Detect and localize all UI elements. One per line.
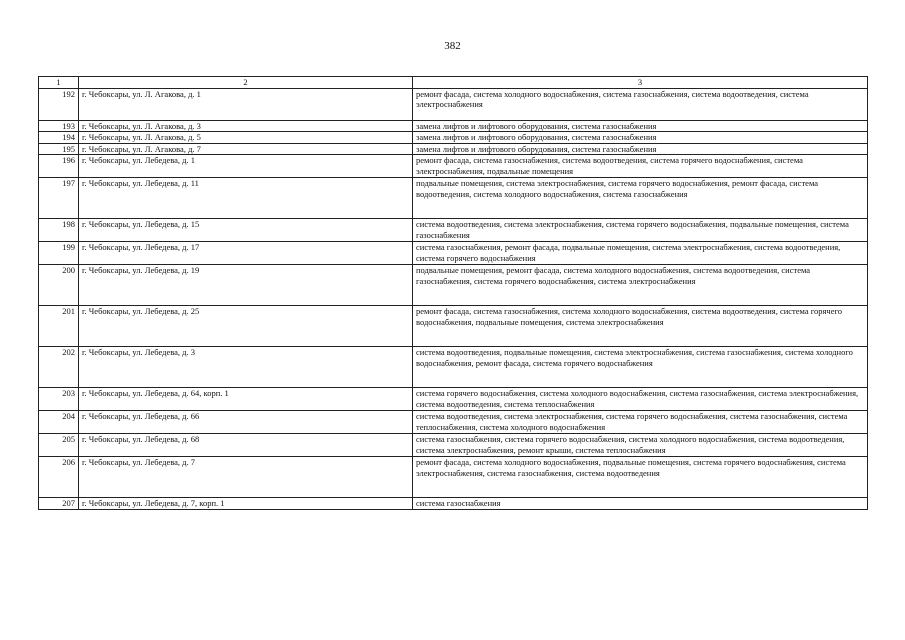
table-row <box>39 434 868 457</box>
row-address: г. Чебоксары, ул. Л. Агакова, д. 5 <box>79 132 413 144</box>
header-col-2: 2 <box>79 77 413 89</box>
row-number: 195 <box>39 143 79 155</box>
row-number: 201 <box>39 306 79 347</box>
row-work-list: система горячего водоснабжения, система холодного водоснабжения, система газоснабжения, система электроснабжения, система водоотведения, система теплоснабжения <box>413 388 868 411</box>
row-work-list: замена лифтов и лифтового оборудования, система газоснабжения <box>413 132 868 144</box>
row-address: г. Чебоксары, ул. Лебедева, д. 3 <box>79 347 413 388</box>
table-row <box>39 88 868 120</box>
row-work-list: система водоотведения, система электроснабжения, система горячего водоснабжения, система газоснабжения, система теплоснабжения, система холодного водоснабжения <box>413 411 868 434</box>
row-address: г. Чебоксары, ул. Лебедева, д. 15 <box>79 219 413 242</box>
row-number: 199 <box>39 242 79 265</box>
table-row <box>39 242 868 265</box>
header-col-1: 1 <box>39 77 79 89</box>
row-address: г. Чебоксары, ул. Лебедева, д. 68 <box>79 434 413 457</box>
row-number: 196 <box>39 155 79 178</box>
row-number: 203 <box>39 388 79 411</box>
row-number: 192 <box>39 88 79 120</box>
row-work-list: замена лифтов и лифтового оборудования, система газоснабжения <box>413 120 868 132</box>
row-work-list: ремонт фасада, система газоснабжения, система холодного водоснабжения, система водоотведения, система горячего водоснабжения, подвальные помещения, система электроснабжения <box>413 306 868 347</box>
row-address: г. Чебоксары, ул. Лебедева, д. 17 <box>79 242 413 265</box>
row-number: 200 <box>39 265 79 306</box>
table-row <box>39 155 868 178</box>
table-row <box>39 457 868 498</box>
row-number: 204 <box>39 411 79 434</box>
table-header <box>39 77 868 89</box>
table-row <box>39 265 868 306</box>
row-address: г. Чебоксары, ул. Лебедева, д. 7 <box>79 457 413 498</box>
row-number: 207 <box>39 498 79 510</box>
row-address: г. Чебоксары, ул. Лебедева, д. 19 <box>79 265 413 306</box>
row-number: 202 <box>39 347 79 388</box>
row-work-list: подвальные помещения, система электроснабжения, система горячего водоснабжения, ремонт фасада, система водоотведения, система холодного водоснабжения, система газоснабжения <box>413 178 868 219</box>
row-address: г. Чебоксары, ул. Л. Агакова, д. 7 <box>79 143 413 155</box>
row-work-list: замена лифтов и лифтового оборудования, система газоснабжения <box>413 143 868 155</box>
row-number: 198 <box>39 219 79 242</box>
row-work-list: система газоснабжения, система горячего водоснабжения, система холодного водоснабжения, система водоотведения, система электроснабжения, ремонт крыши, система теплоснабжения <box>413 434 868 457</box>
row-address: г. Чебоксары, ул. Лебедева, д. 7, корп. 1 <box>79 498 413 510</box>
row-address: г. Чебоксары, ул. Л. Агакова, д. 3 <box>79 120 413 132</box>
row-number: 197 <box>39 178 79 219</box>
table-row <box>39 120 868 132</box>
row-work-list: система водоотведения, система электроснабжения, система горячего водоснабжения, подвальные помещения, система газоснабжения <box>413 219 868 242</box>
table-row <box>39 143 868 155</box>
row-address: г. Чебоксары, ул. Лебедева, д. 25 <box>79 306 413 347</box>
row-work-list: ремонт фасада, система холодного водоснабжения, подвальные помещения, система горячего водоснабжения, система электроснабжения, система газоснабжения, система водоотведения <box>413 457 868 498</box>
row-number: 194 <box>39 132 79 144</box>
row-number: 206 <box>39 457 79 498</box>
table-row <box>39 132 868 144</box>
row-work-list: система водоотведения, подвальные помещения, система электроснабжения, система газоснабжения, система холодного водоснабжения, ремонт фасада, система горячего водоснабжения <box>413 347 868 388</box>
table-row <box>39 306 868 347</box>
page-number: 382 <box>444 40 461 52</box>
row-address: г. Чебоксары, ул. Лебедева, д. 64, корп. 1 <box>79 388 413 411</box>
row-address: г. Чебоксары, ул. Лебедева, д. 11 <box>79 178 413 219</box>
table-row <box>39 388 868 411</box>
table-row <box>39 347 868 388</box>
table-row <box>39 411 868 434</box>
row-work-list: система газоснабжения, ремонт фасада, подвальные помещения, система электроснабжения, система водоотведения, система горячего водоснабжения <box>413 242 868 265</box>
row-work-list: ремонт фасада, система газоснабжения, система водоотведения, система горячего водоснабжения, система электроснабжения, подвальные помещения <box>413 155 868 178</box>
table-row <box>39 498 868 510</box>
table-row <box>39 178 868 219</box>
header-row <box>39 77 868 89</box>
table-row <box>39 219 868 242</box>
row-address: г. Чебоксары, ул. Л. Агакова, д. 1 <box>79 88 413 120</box>
row-number: 193 <box>39 120 79 132</box>
row-number: 205 <box>39 434 79 457</box>
row-address: г. Чебоксары, ул. Лебедева, д. 1 <box>79 155 413 178</box>
works-table <box>38 76 868 510</box>
table-body <box>39 88 868 509</box>
row-address: г. Чебоксары, ул. Лебедева, д. 66 <box>79 411 413 434</box>
row-work-list: подвальные помещения, ремонт фасада, система холодного водоснабжения, система водоотведения, система газоснабжения, система горячего водоснабжения, система электроснабжения <box>413 265 868 306</box>
header-col-3: 3 <box>413 77 868 89</box>
row-work-list: система газоснабжения <box>413 498 868 510</box>
row-work-list: ремонт фасада, система холодного водоснабжения, система газоснабжения, система водоотведения, система электроснабжения <box>413 88 868 120</box>
